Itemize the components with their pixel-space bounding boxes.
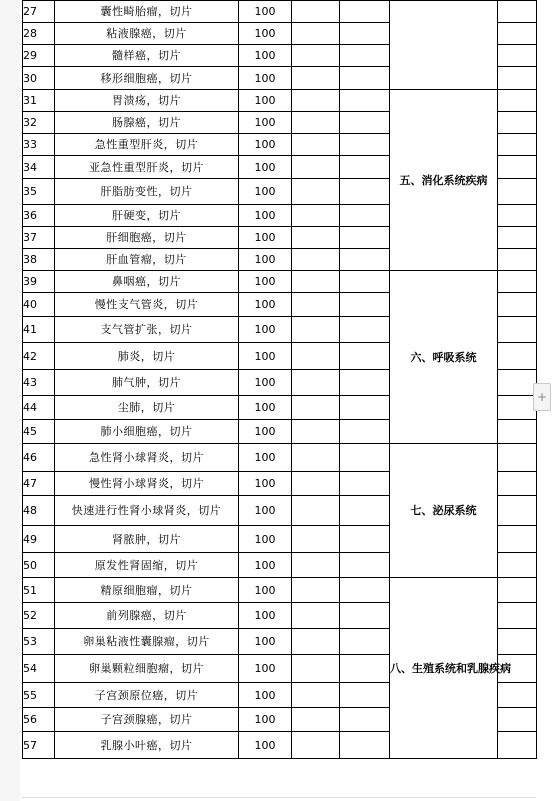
specimen-name: 移形细胞癌，切片 xyxy=(55,67,239,90)
blank-cell xyxy=(292,655,340,683)
blank-cell xyxy=(340,553,390,578)
blank-cell xyxy=(292,45,340,67)
blank-cell xyxy=(340,205,390,227)
blank-cell xyxy=(340,496,390,526)
row-number: 36 xyxy=(23,205,55,227)
score-value: 100 xyxy=(239,472,292,496)
plus-icon: + xyxy=(536,390,548,404)
specimen-name: 卵巢颗粒细胞瘤，切片 xyxy=(55,655,239,683)
blank-cell xyxy=(498,317,537,343)
specimen-name: 肝硬变，切片 xyxy=(55,205,239,227)
specimen-name: 尘肺，切片 xyxy=(55,396,239,420)
blank-cell xyxy=(340,708,390,732)
specimen-name: 囊性畸胎瘤，切片 xyxy=(55,1,239,23)
row-number: 39 xyxy=(23,271,55,293)
score-value: 100 xyxy=(239,420,292,444)
score-value: 100 xyxy=(239,396,292,420)
row-number: 34 xyxy=(23,156,55,179)
blank-cell xyxy=(292,227,340,249)
page-margin xyxy=(0,0,20,801)
blank-cell xyxy=(498,603,537,629)
table-row xyxy=(23,271,537,293)
score-value: 100 xyxy=(239,293,292,317)
specimen-name: 肺气肿，切片 xyxy=(55,370,239,396)
specimen-name: 急性重型肝炎，切片 xyxy=(55,134,239,156)
blank-cell xyxy=(340,23,390,45)
blank-cell xyxy=(340,227,390,249)
specimen-name: 快速进行性肾小球肾炎，切片 xyxy=(55,496,239,526)
score-value: 100 xyxy=(239,45,292,67)
specimen-name: 慢性肾小球肾炎，切片 xyxy=(55,472,239,496)
score-value: 100 xyxy=(239,90,292,112)
blank-cell xyxy=(498,370,537,396)
blank-cell xyxy=(498,578,537,603)
row-number: 30 xyxy=(23,67,55,90)
blank-cell xyxy=(498,45,537,67)
row-number: 33 xyxy=(23,134,55,156)
blank-cell xyxy=(292,271,340,293)
specimen-name: 子宫颈原位癌，切片 xyxy=(55,683,239,708)
blank-cell xyxy=(340,293,390,317)
row-number: 45 xyxy=(23,420,55,444)
blank-cell xyxy=(498,23,537,45)
category-respiratory: 六、呼吸系统 xyxy=(390,271,498,444)
specimen-name: 支气管扩张，切片 xyxy=(55,317,239,343)
score-value: 100 xyxy=(239,553,292,578)
blank-cell xyxy=(340,396,390,420)
score-value: 100 xyxy=(239,655,292,683)
blank-cell xyxy=(340,655,390,683)
table-row xyxy=(23,444,537,472)
specimen-name: 亚急性重型肝炎，切片 xyxy=(55,156,239,179)
score-value: 100 xyxy=(239,112,292,134)
specimen-name: 原发性肾固缩，切片 xyxy=(55,553,239,578)
row-number: 53 xyxy=(23,629,55,655)
blank-cell xyxy=(498,496,537,526)
blank-cell xyxy=(292,1,340,23)
blank-cell xyxy=(498,708,537,732)
row-number: 35 xyxy=(23,179,55,205)
specimen-name: 卵巢粘液性囊腺瘤，切片 xyxy=(55,629,239,655)
specimen-name: 肝脂肪变性，切片 xyxy=(55,179,239,205)
blank-cell xyxy=(292,90,340,112)
blank-cell xyxy=(498,271,537,293)
blank-cell xyxy=(340,112,390,134)
blank-cell xyxy=(340,1,390,23)
blank-cell xyxy=(498,90,537,112)
row-number: 49 xyxy=(23,526,55,553)
specimen-name: 胃溃疡，切片 xyxy=(55,90,239,112)
score-value: 100 xyxy=(239,205,292,227)
blank-cell xyxy=(340,134,390,156)
score-value: 100 xyxy=(239,1,292,23)
blank-cell xyxy=(340,156,390,179)
score-value: 100 xyxy=(239,578,292,603)
blank-cell xyxy=(292,249,340,271)
score-value: 100 xyxy=(239,134,292,156)
blank-cell xyxy=(498,1,537,23)
blank-cell xyxy=(292,496,340,526)
blank-cell xyxy=(292,629,340,655)
category-reproductive: 八、生殖系统和乳腺疾病 xyxy=(390,578,498,759)
blank-cell xyxy=(340,420,390,444)
blank-cell xyxy=(340,444,390,472)
score-value: 100 xyxy=(239,370,292,396)
blank-cell xyxy=(498,629,537,655)
specimen-name: 急性肾小球肾炎，切片 xyxy=(55,444,239,472)
blank-cell xyxy=(292,179,340,205)
blank-cell xyxy=(292,683,340,708)
blank-cell xyxy=(340,343,390,370)
blank-cell xyxy=(340,472,390,496)
blank-cell xyxy=(292,420,340,444)
blank-cell xyxy=(498,444,537,472)
blank-cell xyxy=(292,293,340,317)
specimen-name: 肠腺癌，切片 xyxy=(55,112,239,134)
blank-cell xyxy=(340,732,390,759)
row-number: 27 xyxy=(23,1,55,23)
table-row xyxy=(23,1,537,23)
expand-tab-button[interactable] xyxy=(533,383,551,411)
blank-cell xyxy=(498,396,537,420)
specimen-table xyxy=(22,0,537,759)
blank-cell xyxy=(498,553,537,578)
row-number: 52 xyxy=(23,603,55,629)
blank-cell xyxy=(292,317,340,343)
specimen-name: 肝血管瘤，切片 xyxy=(55,249,239,271)
blank-cell xyxy=(292,205,340,227)
row-number: 28 xyxy=(23,23,55,45)
blank-cell xyxy=(498,134,537,156)
blank-cell xyxy=(340,90,390,112)
score-value: 100 xyxy=(239,444,292,472)
blank-cell xyxy=(340,249,390,271)
specimen-name: 精原细胞瘤，切片 xyxy=(55,578,239,603)
blank-cell xyxy=(498,112,537,134)
category-urinary: 七、泌尿系统 xyxy=(390,444,498,578)
blank-cell xyxy=(340,683,390,708)
blank-cell xyxy=(292,156,340,179)
row-number: 44 xyxy=(23,396,55,420)
blank-cell xyxy=(292,603,340,629)
score-value: 100 xyxy=(239,683,292,708)
score-value: 100 xyxy=(239,156,292,179)
score-value: 100 xyxy=(239,23,292,45)
row-number: 31 xyxy=(23,90,55,112)
row-number: 56 xyxy=(23,708,55,732)
blank-cell xyxy=(292,23,340,45)
score-value: 100 xyxy=(239,708,292,732)
row-number: 37 xyxy=(23,227,55,249)
blank-cell xyxy=(340,271,390,293)
blank-cell xyxy=(498,472,537,496)
blank-cell xyxy=(498,249,537,271)
score-value: 100 xyxy=(239,317,292,343)
specimen-name: 子宫颈腺癌，切片 xyxy=(55,708,239,732)
blank-cell xyxy=(292,370,340,396)
blank-cell xyxy=(292,526,340,553)
blank-cell xyxy=(292,578,340,603)
score-value: 100 xyxy=(239,249,292,271)
bottom-divider xyxy=(22,797,536,798)
table-row xyxy=(23,578,537,603)
blank-cell xyxy=(292,708,340,732)
blank-cell xyxy=(292,67,340,90)
row-number: 42 xyxy=(23,343,55,370)
blank-cell xyxy=(292,396,340,420)
blank-cell xyxy=(498,67,537,90)
specimen-name: 髓样癌，切片 xyxy=(55,45,239,67)
specimen-name: 慢性支气管炎，切片 xyxy=(55,293,239,317)
score-value: 100 xyxy=(239,67,292,90)
row-number: 43 xyxy=(23,370,55,396)
blank-cell xyxy=(292,134,340,156)
row-number: 40 xyxy=(23,293,55,317)
score-value: 100 xyxy=(239,271,292,293)
row-number: 51 xyxy=(23,578,55,603)
blank-cell xyxy=(292,444,340,472)
blank-cell xyxy=(292,732,340,759)
specimen-name: 肺小细胞癌，切片 xyxy=(55,420,239,444)
score-value: 100 xyxy=(239,629,292,655)
specimen-name: 肾脓肿，切片 xyxy=(55,526,239,553)
row-number: 29 xyxy=(23,45,55,67)
category-digestive: 五、消化系统疾病 xyxy=(390,90,498,271)
blank-cell xyxy=(292,112,340,134)
row-number: 48 xyxy=(23,496,55,526)
row-number: 57 xyxy=(23,732,55,759)
blank-cell xyxy=(498,179,537,205)
score-value: 100 xyxy=(239,179,292,205)
score-value: 100 xyxy=(239,227,292,249)
blank-cell xyxy=(340,526,390,553)
score-value: 100 xyxy=(239,496,292,526)
blank-cell xyxy=(498,156,537,179)
category-cell xyxy=(390,1,498,90)
blank-cell xyxy=(498,526,537,553)
blank-cell xyxy=(498,420,537,444)
table-row xyxy=(23,90,537,112)
specimen-name: 鼻咽癌，切片 xyxy=(55,271,239,293)
row-number: 32 xyxy=(23,112,55,134)
table-body xyxy=(23,1,537,759)
specimen-name: 乳腺小叶癌，切片 xyxy=(55,732,239,759)
score-value: 100 xyxy=(239,732,292,759)
blank-cell xyxy=(340,578,390,603)
row-number: 38 xyxy=(23,249,55,271)
blank-cell xyxy=(340,45,390,67)
blank-cell xyxy=(498,205,537,227)
blank-cell xyxy=(498,732,537,759)
specimen-name: 肝细胞癌，切片 xyxy=(55,227,239,249)
blank-cell xyxy=(340,179,390,205)
score-value: 100 xyxy=(239,526,292,553)
row-number: 54 xyxy=(23,655,55,683)
score-value: 100 xyxy=(239,343,292,370)
blank-cell xyxy=(340,629,390,655)
blank-cell xyxy=(340,370,390,396)
blank-cell xyxy=(340,603,390,629)
blank-cell xyxy=(498,343,537,370)
specimen-name: 前列腺癌，切片 xyxy=(55,603,239,629)
blank-cell xyxy=(498,227,537,249)
blank-cell xyxy=(292,553,340,578)
row-number: 46 xyxy=(23,444,55,472)
specimen-name: 肺炎，切片 xyxy=(55,343,239,370)
blank-cell xyxy=(498,683,537,708)
row-number: 47 xyxy=(23,472,55,496)
row-number: 41 xyxy=(23,317,55,343)
row-number: 50 xyxy=(23,553,55,578)
blank-cell xyxy=(292,343,340,370)
score-value: 100 xyxy=(239,603,292,629)
blank-cell xyxy=(292,472,340,496)
blank-cell xyxy=(340,317,390,343)
blank-cell xyxy=(340,67,390,90)
row-number: 55 xyxy=(23,683,55,708)
blank-cell xyxy=(498,293,537,317)
specimen-name: 粘液腺癌，切片 xyxy=(55,23,239,45)
